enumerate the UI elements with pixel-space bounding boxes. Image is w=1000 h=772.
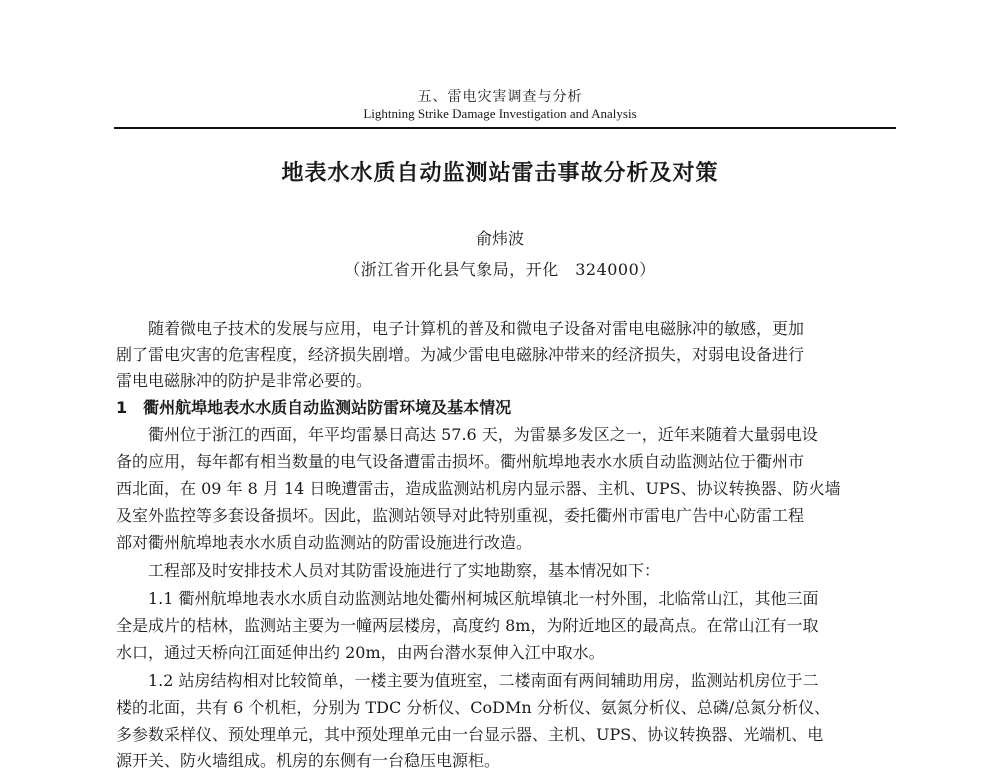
body-line: 衢州位于浙江的西面，年平均雷暴日高达 57.6 天，为雷暴多发区之一，近年来随着大量弱电设: [116, 425, 818, 444]
intro-line-1: 随着微电子技术的发展与应用，电子计算机的普及和微电子设备对雷电电磁脉冲的敏感，更加: [116, 319, 805, 338]
running-header-chinese: 五、雷电灾害调查与分析: [417, 89, 583, 105]
body-line: 工程部及时安排技术人员对其防雷设施进行了实地勘察，基本情况如下：: [116, 561, 661, 580]
author-affiliation: （浙江省开化县气象局，开化 324000）: [344, 260, 656, 279]
body-line: 备的应用，每年都有相当数量的电气设备遭雷击损坏。衢州航埠地表水水质自动监测站位于衢州市: [116, 452, 805, 471]
body-line: 全是成片的桔林，监测站主要为一幢两层楼房，高度约 8m，为附近地区的最高点。在常山江有一取: [116, 616, 819, 635]
body-line: 部对衢州航埠地表水水质自动监测站的防雷设施进行改造。: [116, 533, 533, 552]
body-line: 1.2 站房结构相对比较简单，一楼主要为值班室，二楼南面有两间辅助用房，监测站机房位于二: [116, 671, 819, 690]
running-header-english: Lightning Strike Damage Investigation and Analysis: [363, 106, 637, 121]
body-line: 西北面，在 09 年 8 月 14 日晚遭雷击，造成监测站机房内显示器、主机、UPS、协议转换器、防火墙: [116, 479, 841, 498]
intro-line-2: 剧了雷电灾害的危害程度，经济损失剧增。为减少雷电电磁脉冲带来的经济损失，对弱电设备进行: [116, 345, 805, 364]
header-rule: [114, 127, 896, 129]
body-line: 楼的北面，共有 6 个机柜，分别为 TDC 分析仪、CoDMn 分析仪、氨氮分析仪、总磷/总氮分析仪、: [116, 698, 831, 717]
body-line: 水口，通过天桥向江面延伸出约 20m，由两台潜水泵伸入江中取水。: [116, 643, 605, 662]
paper-title: 地表水水质自动监测站雷击事故分析及对策: [281, 161, 719, 186]
intro-line-3: 雷电电磁脉冲的防护是非常必要的。: [116, 371, 373, 390]
body-line: 及室外监控等多套设备损坏。因此，监测站领导对此特别重视，委托衢州市雷电广告中心防雷工程: [116, 506, 805, 525]
body-line: 源开关、防火墙组成。机房的东侧有一台稳压电源柜。: [116, 751, 501, 770]
author-name: 俞炜波: [475, 229, 524, 248]
section-heading-1: 1 衢州航埠地表水水质自动监测站防雷环境及基本情况: [116, 398, 512, 417]
body-line: 多参数采样仪、预处理单元，其中预处理单元由一台显示器、主机、UPS、协议转换器、光端机、电: [116, 725, 824, 744]
body-line: 1.1 衢州航埠地表水水质自动监测站地处衢州柯城区航埠镇北一村外围，北临常山江，其他三面: [116, 589, 819, 608]
